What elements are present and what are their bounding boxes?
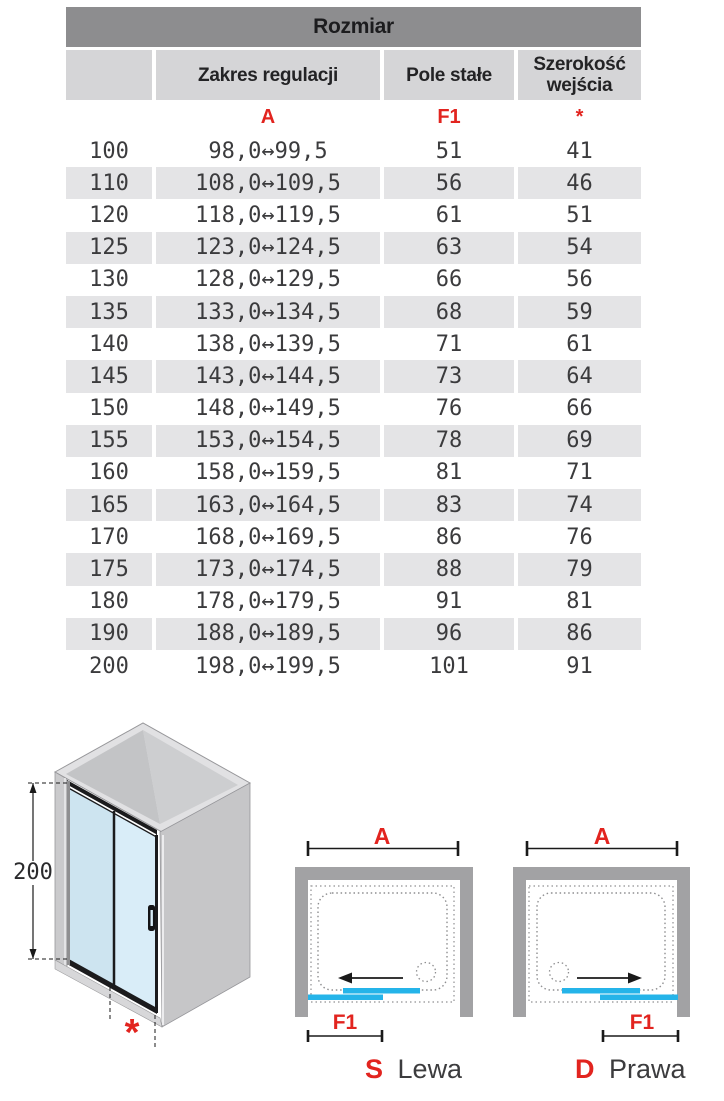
fixed-panel-value: 88 <box>384 553 514 585</box>
table-row <box>66 232 641 264</box>
size-value: 165 <box>66 489 152 521</box>
table-header-row <box>66 50 641 100</box>
column-header-fixed-panel: Pole stałe <box>384 50 514 100</box>
column-header-adjustment-range: Zakres regulacji <box>156 50 380 100</box>
adjustment-range-value: 158,0↔159,5 <box>195 460 341 486</box>
fixed-panel-value: 71 <box>435 331 463 357</box>
fixed-panel-value: 63 <box>384 232 514 264</box>
adjustment-range-value: 143,0↔144,5 <box>156 360 380 392</box>
adjustment-range-value: 188,0↔189,5 <box>156 618 380 650</box>
shower-tray-outline <box>537 893 665 990</box>
table-row <box>66 425 641 457</box>
table-row <box>66 457 641 489</box>
fixed-panel-value: 78 <box>384 425 514 457</box>
adjustment-range-value: 133,0↔134,5 <box>156 296 380 328</box>
fixed-panel-value: 51 <box>435 138 463 164</box>
size-value: 125 <box>66 232 152 264</box>
asterisk-marker: * <box>124 1012 140 1054</box>
table-title: Rozmiar <box>66 7 641 47</box>
table-row <box>66 553 641 585</box>
size-value: 190 <box>66 618 152 650</box>
arrowhead-left <box>338 973 352 984</box>
door-panel-bar <box>343 988 420 994</box>
plan-view-right <box>505 810 705 1090</box>
size-value: 175 <box>66 553 152 585</box>
fixed-panel-value: 81 <box>435 460 463 486</box>
fixed-panel-value: 96 <box>384 618 514 650</box>
size-value: 100 <box>89 138 129 164</box>
adjustment-range-value: 128,0↔129,5 <box>195 267 341 293</box>
arrowhead-up <box>30 783 37 793</box>
adjustment-range-value: 108,0↔109,5 <box>156 167 380 199</box>
size-value: 155 <box>66 425 152 457</box>
symbol-empty <box>66 100 152 135</box>
adjustment-range-value: 178,0↔179,5 <box>195 589 341 615</box>
variant-name: Lewa <box>397 1054 463 1084</box>
isometric-diagram <box>10 715 280 1090</box>
adjustment-range-value: 198,0↔199,5 <box>195 653 341 679</box>
size-value: 130 <box>89 267 129 293</box>
fixed-panel-value: 73 <box>384 360 514 392</box>
adjustment-range-value: 148,0↔149,5 <box>195 396 341 422</box>
height-dimension-label: 200 <box>13 860 53 885</box>
fixed-dimension-label: F1 <box>629 1011 655 1034</box>
table-row <box>66 360 641 392</box>
adjustment-range-value: 118,0↔119,5 <box>195 202 341 228</box>
size-value: 140 <box>89 331 129 357</box>
table-symbol-row <box>66 100 641 135</box>
fixed-panel-value: 86 <box>435 524 463 550</box>
entry-width-value: 54 <box>518 232 641 264</box>
variant-letter: S <box>365 1054 384 1084</box>
adjustment-range-value: 168,0↔169,5 <box>195 524 341 550</box>
entry-width-value: 86 <box>518 618 641 650</box>
table-body <box>66 135 641 682</box>
entry-width-value: 69 <box>518 425 641 457</box>
door-panel-bar <box>562 988 640 994</box>
entry-width-value: 91 <box>566 653 593 679</box>
column-header-entry-width: Szerokość wejścia <box>518 50 641 100</box>
fixed-dimension-label: F1 <box>332 1011 358 1034</box>
table-row <box>66 296 641 328</box>
table-row <box>66 167 641 199</box>
fixed-panel-value: 91 <box>435 589 463 615</box>
enclosure-dotted-outline <box>529 886 673 1002</box>
size-value: 160 <box>89 460 129 486</box>
enclosure-dotted-outline <box>311 886 454 1002</box>
entry-width-value: 81 <box>566 589 593 615</box>
adjustment-range-value: 98,0↔99,5 <box>208 138 328 164</box>
glass-panel-fixed <box>69 787 114 988</box>
shower-tray-outline <box>318 893 447 990</box>
entry-width-value: 76 <box>566 524 593 550</box>
variant-name: Prawa <box>609 1054 686 1084</box>
entry-width-value: 79 <box>518 553 641 585</box>
entry-width-value: 46 <box>518 167 641 199</box>
table-row <box>66 393 641 425</box>
table-row <box>66 328 641 360</box>
fixed-panel-value: 68 <box>384 296 514 328</box>
fixed-panel-value: 66 <box>435 267 463 293</box>
entry-width-value: 71 <box>566 460 593 486</box>
drain-icon <box>417 963 436 982</box>
drain-icon <box>550 963 569 982</box>
entry-width-value: 41 <box>566 138 593 164</box>
width-dimension-label: A <box>593 823 611 849</box>
size-value: 180 <box>89 589 129 615</box>
size-value: 120 <box>89 202 129 228</box>
table-row <box>66 199 641 231</box>
table-row <box>66 489 641 521</box>
size-value: 135 <box>66 296 152 328</box>
size-value: 145 <box>66 360 152 392</box>
adjustment-range-value: 153,0↔154,5 <box>156 425 380 457</box>
variant-label <box>365 1054 463 1084</box>
fixed-panel-value: 83 <box>384 489 514 521</box>
table-row <box>66 586 641 618</box>
entry-width-value: 61 <box>566 331 593 357</box>
entry-width-value: 59 <box>518 296 641 328</box>
table-row <box>66 618 641 650</box>
size-value: 170 <box>89 524 129 550</box>
entry-width-value: 64 <box>518 360 641 392</box>
fixed-panel-bar <box>600 995 678 1001</box>
size-table <box>66 7 641 682</box>
size-value: 200 <box>89 653 129 679</box>
entry-width-value: 56 <box>566 267 593 293</box>
plan-view-left <box>285 810 485 1090</box>
fixed-panel-value: 76 <box>435 396 463 422</box>
entry-width-value: 51 <box>566 202 593 228</box>
adjustment-range-value: 138,0↔139,5 <box>195 331 341 357</box>
arrowhead-down <box>30 949 37 959</box>
table-row <box>66 264 641 296</box>
adjustment-range-value: 163,0↔164,5 <box>156 489 380 521</box>
fixed-panel-bar <box>308 995 383 1001</box>
symbol-a: A <box>260 106 276 128</box>
width-dimension-label: A <box>373 823 391 849</box>
adjustment-range-value: 173,0↔174,5 <box>156 553 380 585</box>
size-value: 110 <box>66 167 152 199</box>
variant-label <box>575 1054 687 1084</box>
fixed-panel-value: 56 <box>384 167 514 199</box>
symbol-f1: F1 <box>437 106 461 128</box>
entry-width-value: 66 <box>566 396 593 422</box>
size-value: 150 <box>89 396 129 422</box>
fixed-panel-value: 101 <box>429 653 469 679</box>
adjustment-range-value: 123,0↔124,5 <box>156 232 380 264</box>
entry-width-value: 74 <box>518 489 641 521</box>
table-row <box>66 521 641 553</box>
symbol-asterisk: * <box>575 106 584 128</box>
variant-letter: D <box>575 1054 595 1084</box>
arrowhead-right <box>628 973 642 984</box>
door-handle-cutout <box>151 910 153 926</box>
column-header-size <box>66 50 152 100</box>
table-row <box>66 650 641 682</box>
table-row <box>66 135 641 167</box>
fixed-panel-value: 61 <box>435 202 463 228</box>
